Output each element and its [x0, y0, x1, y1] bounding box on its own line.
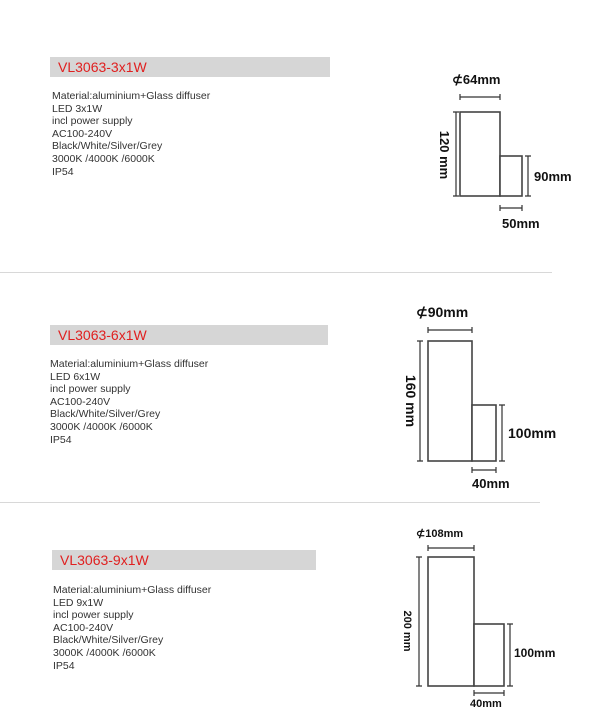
- fixture-bracket: [472, 405, 496, 461]
- spec-color-temp: 3000K /4000K /6000K: [53, 646, 156, 659]
- spec-color-temp: 3000K /4000K /6000K: [50, 420, 153, 433]
- diameter-value: 108mm: [425, 528, 464, 540]
- side-height-dimension-line: [499, 405, 505, 461]
- spec-colors: Black/White/Silver/Grey: [50, 408, 161, 421]
- dimension-drawing: [390, 293, 590, 493]
- product-section-3: [0, 503, 600, 709]
- spec-material: Material:aluminium+Glass diffuser: [52, 90, 211, 102]
- diameter-label: [416, 528, 463, 540]
- model-title-bar: [52, 550, 316, 570]
- diameter-value: 64mm: [462, 72, 501, 87]
- depth-label: 40mm: [472, 476, 510, 491]
- model-name: VL3063-9x1W: [60, 552, 149, 568]
- spec-ip-rating: IP54: [53, 659, 75, 672]
- spec-led: LED 3x1W: [52, 102, 103, 115]
- diameter-symbol: ⊄: [452, 72, 463, 87]
- spec-material: Material:aluminium+Glass diffuser: [50, 358, 209, 370]
- spec-led: LED 9x1W: [53, 596, 104, 609]
- spec-color-temp: 3000K /4000K /6000K: [52, 152, 155, 165]
- fixture-bracket: [500, 156, 522, 196]
- diameter-label: [452, 72, 500, 87]
- spec-colors: Black/White/Silver/Grey: [53, 634, 164, 647]
- height-label: 200 mm: [401, 610, 413, 652]
- spec-voltage: AC100-240V: [52, 127, 113, 140]
- model-name: VL3063-3x1W: [58, 59, 147, 75]
- side-height-dimension-line: [525, 156, 531, 196]
- product-section-1: [0, 0, 600, 272]
- diameter-label: [416, 304, 468, 320]
- spec-voltage: AC100-240V: [53, 621, 114, 634]
- side-height-label: 90mm: [534, 169, 572, 184]
- spec-list: [53, 584, 211, 672]
- side-height-label: 100mm: [514, 646, 556, 660]
- diameter-value: 90mm: [427, 304, 469, 320]
- spec-ip-rating: IP54: [50, 433, 72, 446]
- model-title-bar: [50, 325, 328, 345]
- fixture-bracket: [474, 624, 504, 686]
- model-name: VL3063-6x1W: [58, 327, 147, 343]
- depth-dimension-line: [474, 690, 504, 696]
- height-dimension-line: [453, 112, 459, 196]
- spec-power-supply: incl power supply: [50, 383, 131, 396]
- fixture-body: [428, 557, 474, 686]
- fixture-body: [460, 112, 500, 196]
- product-section-2: [0, 273, 600, 503]
- height-dimension-line: [416, 557, 422, 686]
- depth-dimension-line: [472, 467, 496, 473]
- diameter-dimension-line: [460, 94, 500, 100]
- dimension-drawing: [390, 521, 590, 709]
- diameter-dimension-line: [428, 545, 474, 551]
- depth-label: 50mm: [502, 216, 540, 231]
- spec-list: [52, 90, 210, 178]
- dimension-drawing: [420, 60, 590, 240]
- spec-led: LED 6x1W: [50, 370, 101, 383]
- spec-power-supply: incl power supply: [52, 115, 133, 128]
- diameter-symbol: ⊄: [416, 304, 428, 320]
- diameter-dimension-line: [428, 327, 472, 333]
- spec-ip-rating: IP54: [52, 165, 74, 178]
- diameter-symbol: ⊄: [416, 528, 426, 540]
- height-label: 120 mm: [437, 130, 452, 180]
- spec-voltage: AC100-240V: [50, 395, 111, 408]
- model-title-bar: [50, 57, 330, 77]
- spec-list: [50, 358, 208, 446]
- spec-material: Material:aluminium+Glass diffuser: [53, 584, 212, 596]
- depth-dimension-line: [500, 205, 522, 211]
- spec-power-supply: incl power supply: [53, 609, 134, 622]
- side-height-label: 100mm: [508, 425, 557, 441]
- side-height-dimension-line: [507, 624, 513, 686]
- fixture-body: [428, 341, 472, 461]
- depth-label: 40mm: [470, 698, 502, 709]
- spec-colors: Black/White/Silver/Grey: [52, 140, 163, 153]
- height-label: 160 mm: [403, 374, 419, 428]
